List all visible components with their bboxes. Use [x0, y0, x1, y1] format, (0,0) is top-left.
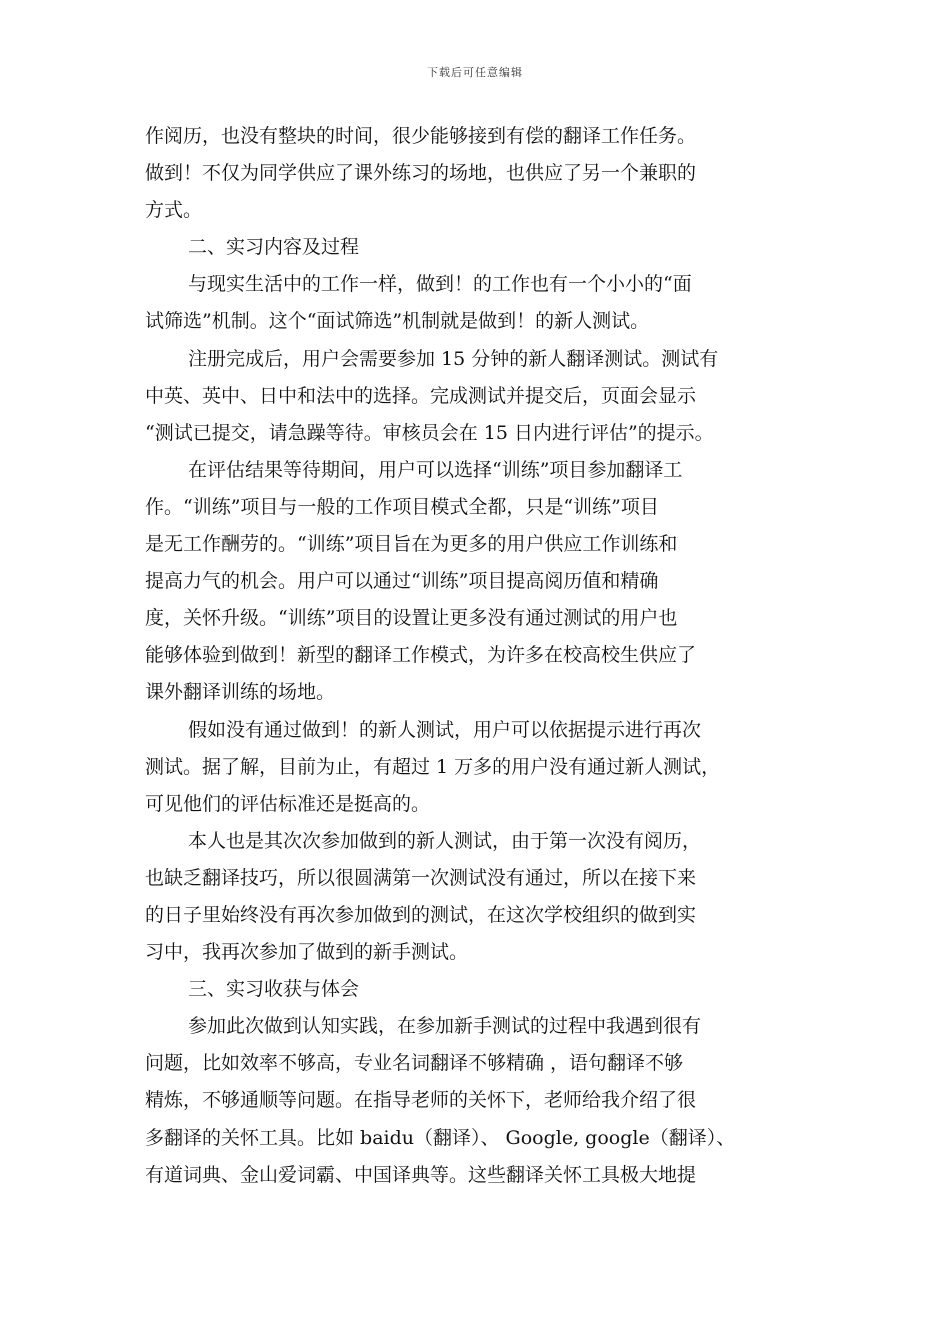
- text-line: 的日子里始终没有再次参加做到的测试，在这次学校组织的做到实: [145, 903, 697, 926]
- text-line: 测试。据了解，目前为止，有超过 1 万多的用户没有通过新人测试，: [145, 755, 721, 778]
- text-line: “测试已提交，请急躁等待。审核员会在 15 日内进行评估”的提示。: [145, 421, 714, 444]
- text-line: 可见他们的评估标准还是挺高的。: [145, 792, 431, 815]
- text-line: 有道词典、金山爱词霸、中国译典等。这些翻译关怀工具极大地提: [145, 1163, 697, 1186]
- text-line: 注册完成后，用户会需要参加 15 分钟的新人翻译测试。测试有: [188, 347, 719, 370]
- text-line: 是无工作酬劳的。“训练”项目旨在为更多的用户供应工作训练和: [145, 533, 678, 556]
- text-line: 提高力气的机会。用户可以通过“训练”项目提高阅历值和精确: [145, 570, 659, 593]
- text-line: 也缺乏翻译技巧，所以很圆满第一次测试没有通过，所以在接下来: [145, 866, 697, 889]
- text-line: 课外翻译训练的场地。: [145, 681, 336, 704]
- text-line: 多翻译的关怀工具。比如 baidu（翻译）、 Google, google（翻译）、: [145, 1126, 736, 1149]
- text-line: 习中，我再次参加了做到的新手测试。: [145, 941, 469, 964]
- text-line: 做到！不仅为同学供应了课外练习的场地，也供应了另一个兼职的: [145, 162, 697, 185]
- page-header-note: 下载后可任意编辑: [427, 66, 523, 79]
- text-line: 三、实习收获与体会: [188, 978, 360, 1001]
- text-line: 问题，比如效率不够高，专业名词翻译不够精确 ，语句翻译不够: [145, 1052, 684, 1075]
- text-line: 能够体验到做到！新型的翻译工作模式，为许多在校高校生供应了: [145, 644, 697, 667]
- text-line: 方式。: [145, 199, 203, 222]
- text-line: 参加此次做到认知实践，在参加新手测试的过程中我遇到很有: [188, 1015, 702, 1038]
- text-line: 二、实习内容及过程: [188, 236, 360, 259]
- text-line: 作。“训练”项目与一般的工作项目模式全都，只是“训练”项目: [145, 495, 659, 518]
- text-line: 中英、英中、日中和法中的选择。完成测试并提交后，页面会显示: [145, 384, 697, 407]
- text-line: 作阅历，也没有整块的时间，很少能够接到有偿的翻译工作任务。: [145, 125, 697, 147]
- text-line: 与现实生活中的工作一样，做到！的工作也有一个小小的“面: [188, 273, 692, 296]
- text-line: 试筛选”机制。这个“面试筛选”机制就是做到！的新人测试。: [145, 310, 650, 333]
- text-line: 精炼，不够通顺等问题。在指导老师的关怀下，老师给我介绍了很: [145, 1089, 697, 1112]
- text-line: 度，关怀升级。“训练”项目的设置让更多没有通过测试的用户也: [145, 607, 678, 630]
- text-line: 在评估结果等待期间，用户可以选择“训练”项目参加翻译工: [188, 458, 683, 481]
- document-body: [145, 118, 810, 1194]
- text-line: 假如没有通过做到！的新人测试，用户可以依据提示进行再次: [188, 718, 702, 741]
- text-line: 本人也是其次次参加做到的新人测试，由于第一次没有阅历，: [188, 829, 702, 852]
